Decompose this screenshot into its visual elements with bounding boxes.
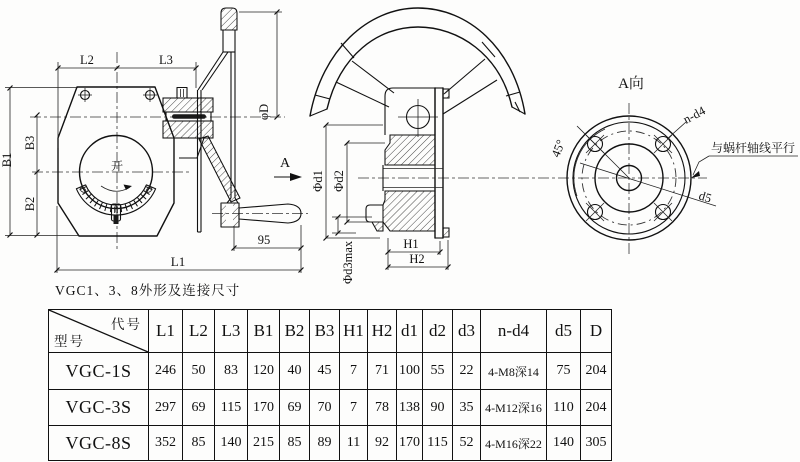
dim-label-l3: L3	[159, 53, 173, 67]
table-row	[49, 390, 612, 426]
dial-open-label: 开	[110, 159, 124, 173]
value-cell: 297	[149, 390, 183, 426]
value-cell: 138	[397, 390, 423, 426]
corner-label-code: 代号	[111, 317, 142, 332]
col-header: n-d4	[481, 310, 547, 353]
dim-label-phi-d: φD	[257, 103, 271, 121]
value-cell: 7	[340, 390, 368, 426]
value-cell: 170	[248, 390, 280, 426]
value-cell: 52	[453, 426, 481, 461]
value-cell: 140	[215, 426, 248, 461]
section-view	[310, 8, 707, 284]
value-cell: 11	[340, 426, 368, 461]
col-header: L1	[149, 310, 183, 353]
dial-scale	[80, 187, 153, 213]
value-cell: 78	[368, 390, 397, 426]
col-header: d2	[423, 310, 453, 353]
col-header: d1	[397, 310, 423, 353]
value-cell: 35	[453, 390, 481, 426]
value-cell: 115	[423, 426, 453, 461]
front-view	[0, 8, 308, 273]
value-cell: 69	[280, 390, 310, 426]
value-cell: 90	[423, 390, 453, 426]
value-cell: 246	[149, 353, 183, 390]
model-cell: VGC-8S	[49, 426, 149, 461]
dim-label-d5: d5	[697, 188, 714, 206]
value-cell: 305	[581, 426, 612, 461]
view-direction-arrow	[274, 156, 302, 181]
value-cell: 22	[453, 353, 481, 390]
table-row	[49, 353, 612, 390]
parallel-note-text: 与蜗杆轴线平行	[711, 141, 796, 155]
dim-label-n-d4: n-d4	[680, 103, 708, 127]
dim-label-phi-d2: Φd2	[332, 170, 346, 192]
value-cell: 4-M12深16	[481, 390, 547, 426]
value-cell: 69	[183, 390, 215, 426]
value-cell: 85	[280, 426, 310, 461]
col-header: B3	[310, 310, 340, 353]
dim-label-l1: L1	[170, 254, 186, 269]
a-view	[549, 75, 798, 255]
value-cell: 4-M8深14	[481, 353, 547, 390]
value-cell: 50	[183, 353, 215, 390]
col-header: L2	[183, 310, 215, 353]
col-header: L3	[215, 310, 248, 353]
value-cell: 89	[310, 426, 340, 461]
col-header: D	[581, 310, 612, 353]
dim-label-h1: H1	[403, 237, 419, 251]
col-header: d5	[547, 310, 581, 353]
a-view-title: A向	[618, 76, 644, 92]
value-cell: 140	[547, 426, 581, 461]
table-corner-cell	[49, 310, 149, 353]
value-cell: 110	[547, 390, 581, 426]
col-header: d3	[453, 310, 481, 353]
dim-label-b1: B1	[0, 152, 14, 168]
col-header: B2	[280, 310, 310, 353]
dim-label-b2: B2	[23, 196, 37, 212]
value-cell: 204	[581, 353, 612, 390]
spec-table	[48, 309, 612, 461]
model-cell: VGC-1S	[49, 353, 149, 390]
corner-label-model: 型号	[54, 334, 85, 349]
front-view-dimensions	[0, 10, 304, 274]
value-cell: 7	[340, 353, 368, 390]
dim-label-phi-d3max: Φd3max	[341, 240, 355, 284]
table-row	[49, 426, 612, 461]
value-cell: 45	[310, 353, 340, 390]
value-cell: 70	[310, 390, 340, 426]
value-cell: 83	[215, 353, 248, 390]
value-cell: 85	[183, 426, 215, 461]
col-header: B1	[248, 310, 280, 353]
value-cell: 115	[215, 390, 248, 426]
dim-label-b3: B3	[23, 135, 37, 151]
value-cell: 92	[368, 426, 397, 461]
drawing-title: VGC1、3、8外形及连接尺寸	[55, 283, 241, 298]
model-cell: VGC-3S	[49, 390, 149, 426]
dim-label-95: 95	[257, 233, 271, 247]
dim-label-h2: H2	[409, 252, 425, 266]
value-cell: 120	[248, 353, 280, 390]
value-cell: 170	[397, 426, 423, 461]
col-header: H2	[368, 310, 397, 353]
view-arrow-label: A	[279, 156, 291, 171]
value-cell: 40	[280, 353, 310, 390]
dim-label-45deg: 45°	[548, 137, 569, 160]
value-cell: 100	[397, 353, 423, 390]
value-cell: 215	[248, 426, 280, 461]
value-cell: 75	[547, 353, 581, 390]
value-cell: 204	[581, 390, 612, 426]
dim-label-phi-d1: Φd1	[311, 170, 325, 192]
parallel-note	[691, 140, 798, 178]
value-cell: 4-M16深22	[481, 426, 547, 461]
value-cell: 352	[149, 426, 183, 461]
dim-label-l2: L2	[80, 53, 94, 67]
value-cell: 71	[368, 353, 397, 390]
value-cell: 55	[423, 353, 453, 390]
col-header: H1	[340, 310, 368, 353]
